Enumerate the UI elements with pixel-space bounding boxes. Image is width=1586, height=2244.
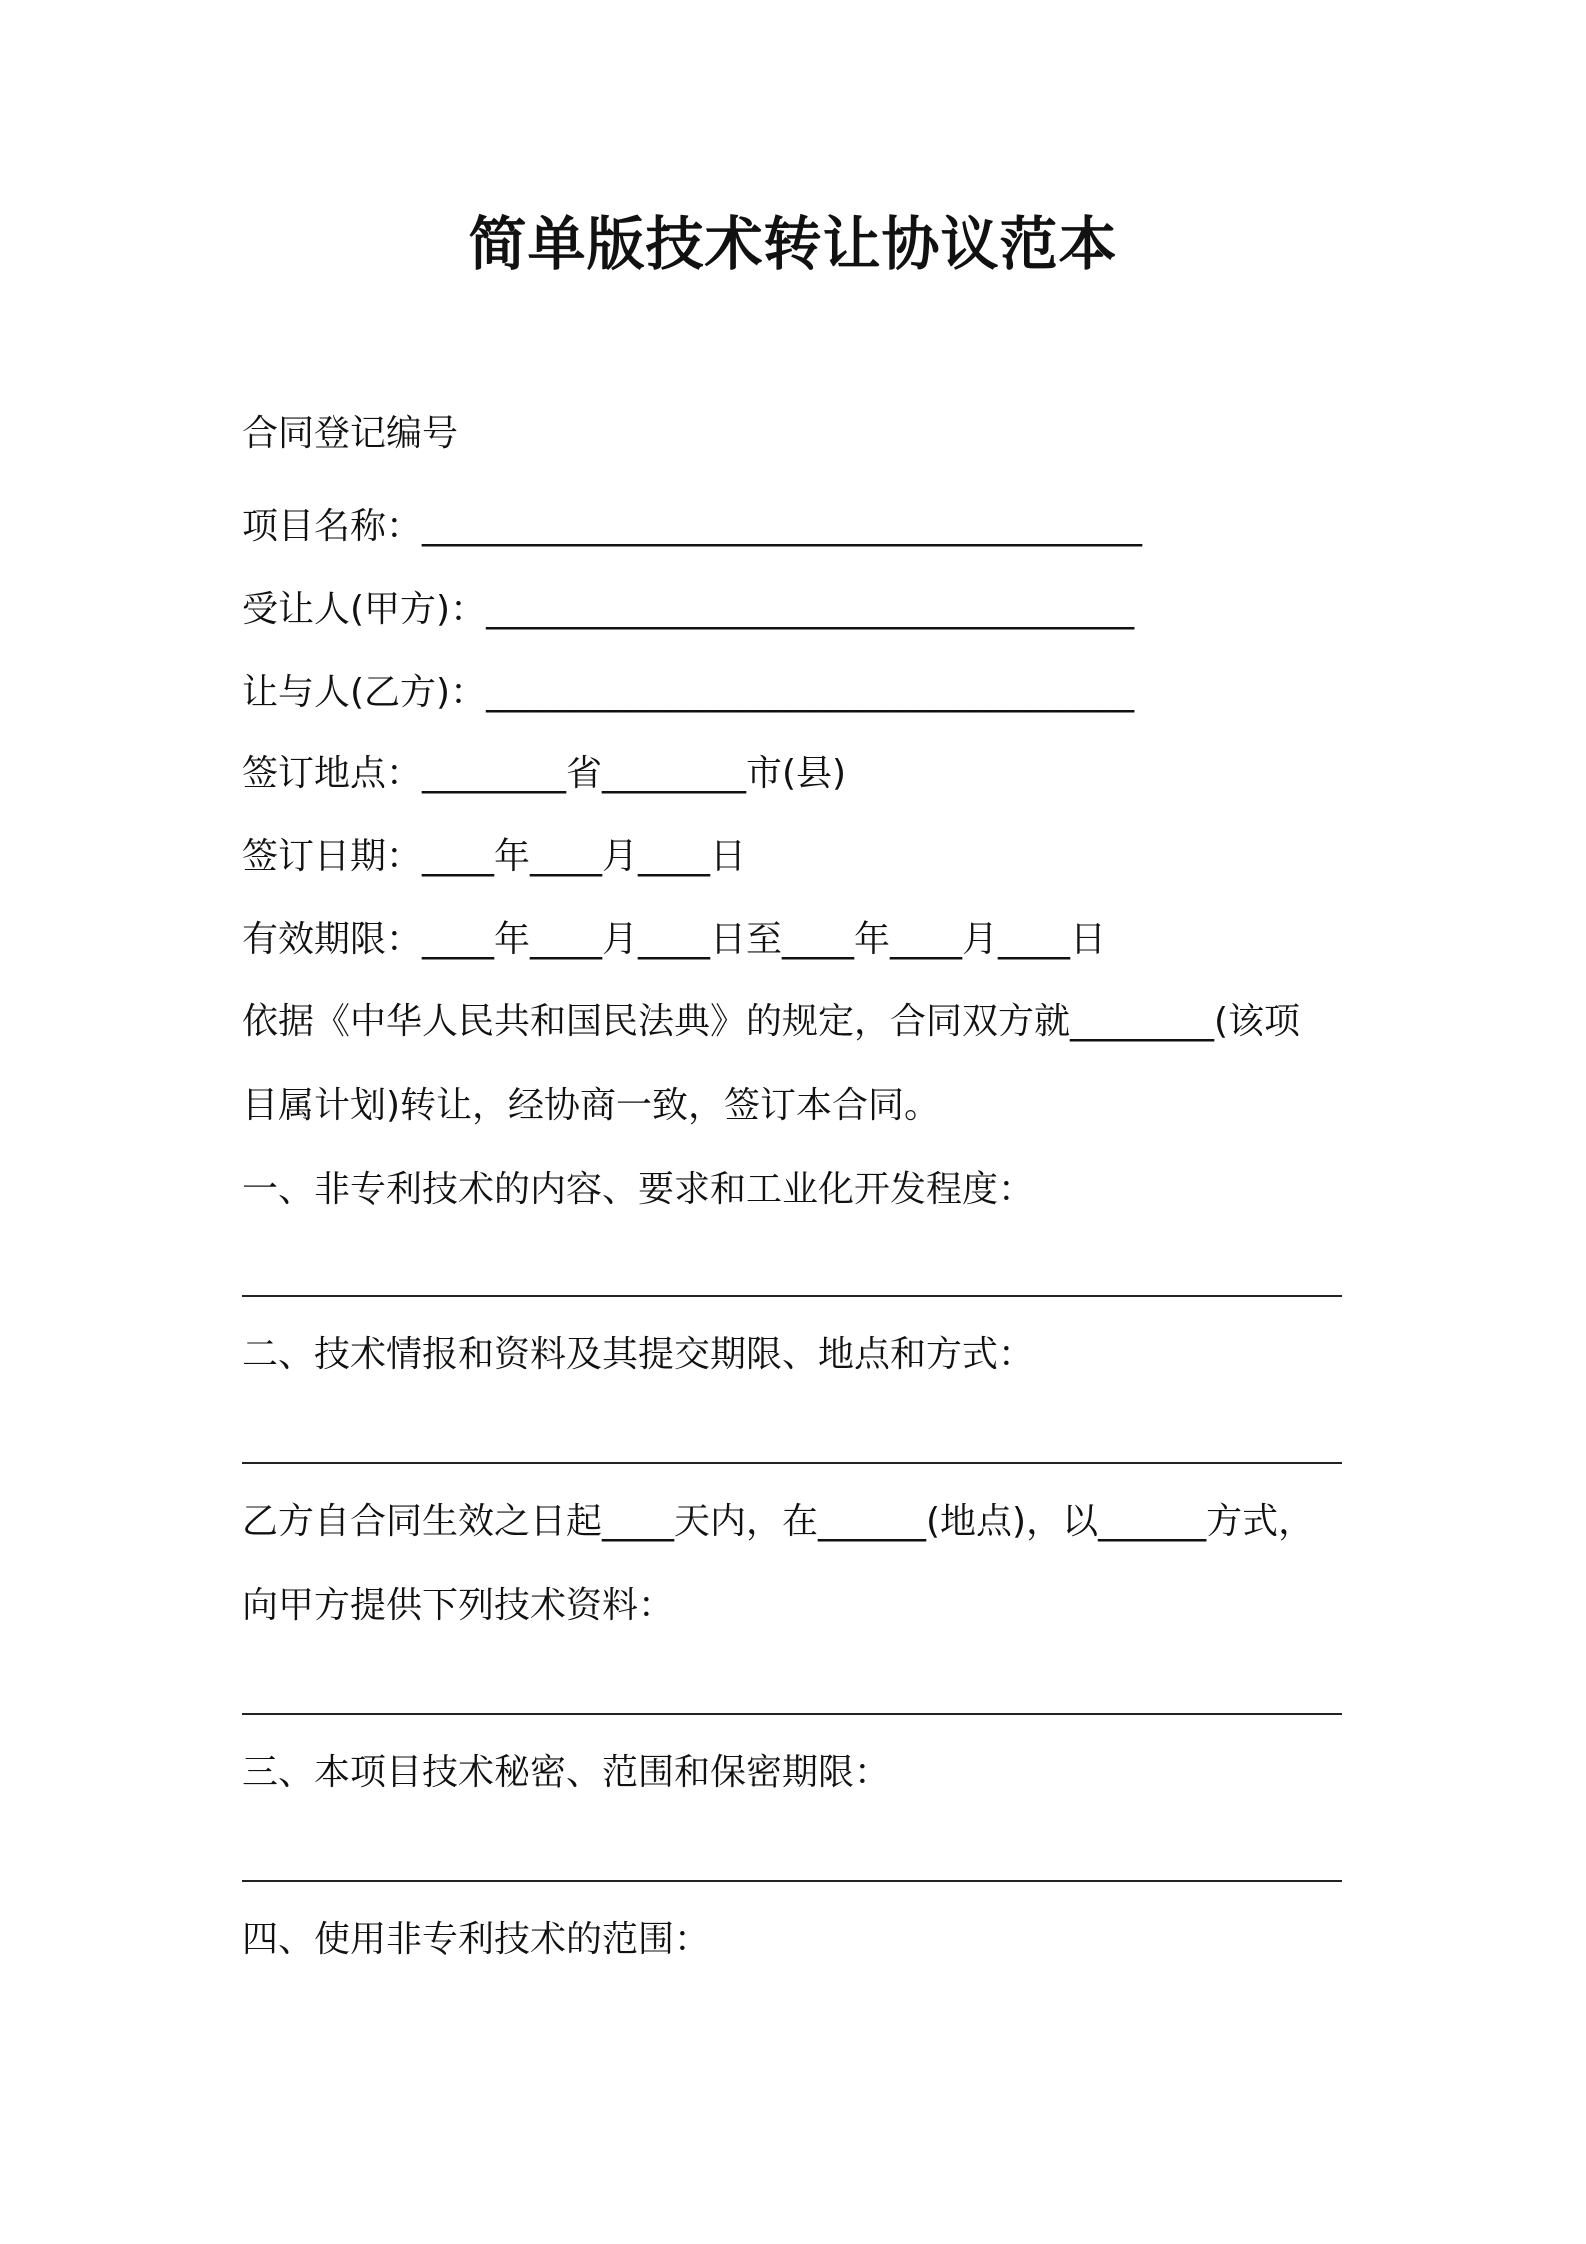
signing-date-line: 签订日期：____年____月____日	[242, 836, 747, 877]
validity-period-line: 有效期限：____年____月____日至____年____月____日	[242, 919, 1107, 960]
section-3-blank-line	[242, 1880, 1342, 1882]
provision-line-1: 乙方自合同生效之日起____天内，在______(地点)，以______方式，	[242, 1501, 1315, 1542]
transferor-party-b-line: 让与人(乙方)：____________________________________	[242, 672, 1135, 713]
section-3-heading: 三、本项目技术秘密、范围和保密期限：	[242, 1752, 891, 1793]
section-1-heading: 一、非专利技术的内容、要求和工业化开发程度：	[242, 1169, 1035, 1210]
section-2-blank-line	[242, 1462, 1342, 1464]
contract-registration-number: 合同登记编号	[242, 413, 459, 454]
transferee-party-a-line: 受让人(甲方)：____________________________________	[242, 589, 1135, 630]
signing-place-line: 签订地点：________省________市(县)	[242, 753, 847, 794]
document-title: 简单版技术转让协议范本	[468, 210, 1118, 278]
section-4-heading: 四、使用非专利技术的范围：	[242, 1919, 711, 1960]
legal-basis-line-2: 目属计划)转让，经协商一致，签订本合同。	[242, 1085, 941, 1126]
legal-basis-line-1: 依据《中华人民共和国民法典》的规定，合同双方就________(该项	[242, 1001, 1301, 1042]
provision-line-2: 向甲方提供下列技术资料：	[242, 1585, 675, 1626]
section-2-heading: 二、技术情报和资料及其提交期限、地点和方式：	[242, 1334, 1035, 1375]
project-name-line: 项目名称：________________________________________	[242, 506, 1143, 547]
provision-blank-line	[242, 1713, 1342, 1715]
section-1-blank-line	[242, 1295, 1342, 1297]
